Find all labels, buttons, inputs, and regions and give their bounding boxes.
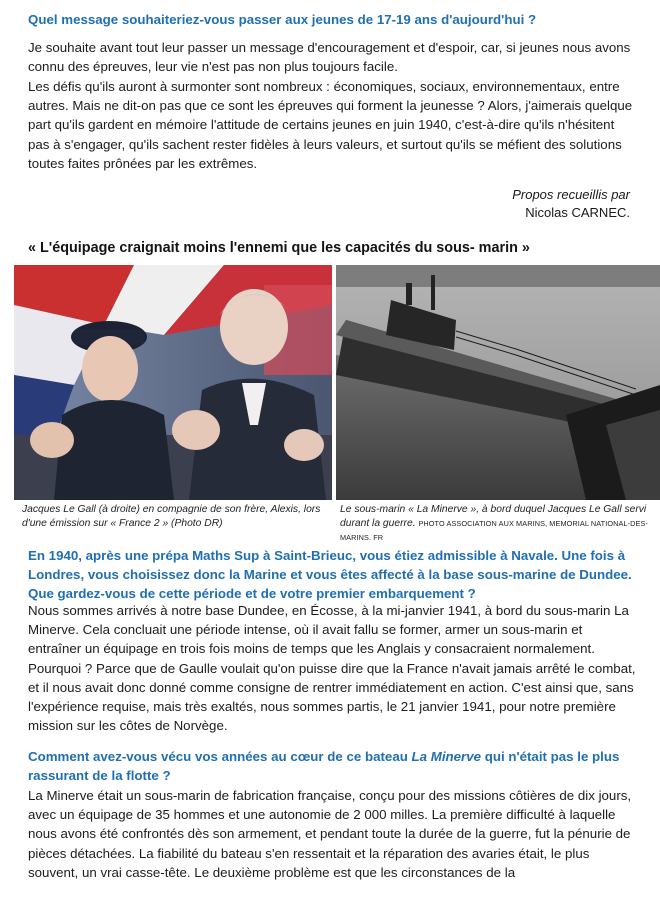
question-la-minerve [28,747,638,785]
signature-line-1: Propos recueillis par [512,187,630,202]
answer-paragraph-2: Les défis qu'ils auront à surmonter sont nombreux : économiques, sociaux, environnementaux, entre autres. Mais ne dit-on pas que ce sont les épreuves qui forment la jeunesse ? Alors, j'aimerais quelque part qu'ils gardent en mémoire l'attitude de certains jeunes en juin 1940, c'est-à-dire qu'ils n'hésitent pas à s'engager, qu'ils sachent rester fidèles à leurs valeurs, et surtout qu'ils se méfient des solutions toutes faites prônées par les extrêmes. [28,79,633,171]
answer-dundee: Nous sommes arrivés à notre base Dundee, en Écosse, à la mi-janvier 1941, à bord du sous-marin La Minerve. Cela concluait une période intense, où il avait fallu se former, armer un sous-marin et entraîner un équipage en trois fois moins de temps que les Anglais y consacraient normalement. Pourquoi ? Parce que de Gaulle voulait qu'on puisse dire que la France n'avait jamais arrêté le combat, et il nous avait donc donné comme consigne de rentrer immédiatement en action. C'est ainsi que, sans l'expérience requise, mais très exaltés, nous sommes partis, le 21 janvier 1941, pour notre première mission sur les côtes de Norvège. [28,603,636,734]
question-youth-message: Quel message souhaiteriez-vous passer aux jeunes de 17-19 ans d'aujourd'hui ? [28,12,537,27]
question-la-minerve-title: La Minerve [411,749,481,764]
caption-right-photo [340,503,658,545]
caption-left-photo: Jacques Le Gall (à droite) en compagnie de son frère, Alexis, lors d'une émission sur « France 2 » (Photo DR) [22,504,321,529]
question-1940-navale: En 1940, après une prépa Maths Sup à Saint-Brieuc, vous étiez admissible à Navale. Une fois à Londres, vous choisissez donc la Marine et vous êtes affecté à la base sous-marine de Dundee. Que gardez-vous de cette période et de votre premier embarquement ? [28,548,632,601]
question-la-minerve-end: qui n'était pas le plus rassurant de la flotte ? [28,749,620,783]
article-headline: « L'équipage craignait moins l'ennemi que les capacités du sous- marin » [28,240,530,256]
question-la-minerve-start: Comment avez-vous vécu vos années au cœur de ce bateau [28,749,412,764]
photo-le-gall-brothers [14,265,332,500]
answer-la-minerve: La Minerve était un sous-marin de fabrication française, conçu pour des missions côtières de dix jours, avec un équipage de 35 hommes et une autonomie de 2 000 milles. La première difficulté à laquelle nous avons été confrontés dès son armement, et pendant toute la durée de la guerre, fut la pénurie de pièces détachées. La fiabilité du bateau s'en ressentait et la réparation des avaries était, le plus souvent, un vrai casse-tête. Le deuxième problème est que les circonstances de la [28,788,632,880]
caption-right-text: Le sous-marin « La Minerve », à bord duquel Jacques Le Gall servi durant la guerre. [340,504,647,529]
answer-paragraph-1: Je souhaite avant tout leur passer un message d'encouragement et d'espoir, car, si jeunes nous avons connu des épreuves, leur vie n'est pas non plus toujours facile. [28,40,631,75]
signature-author: Nicolas CARNEC. [525,205,630,220]
photo-submarine-la-minerve [336,265,660,500]
signature [512,186,630,222]
photo-credit: PHOTO ASSOCIATION AUX MARINS, MEMORIAL NATIONAL-DES-MARINS. FR [340,519,648,542]
